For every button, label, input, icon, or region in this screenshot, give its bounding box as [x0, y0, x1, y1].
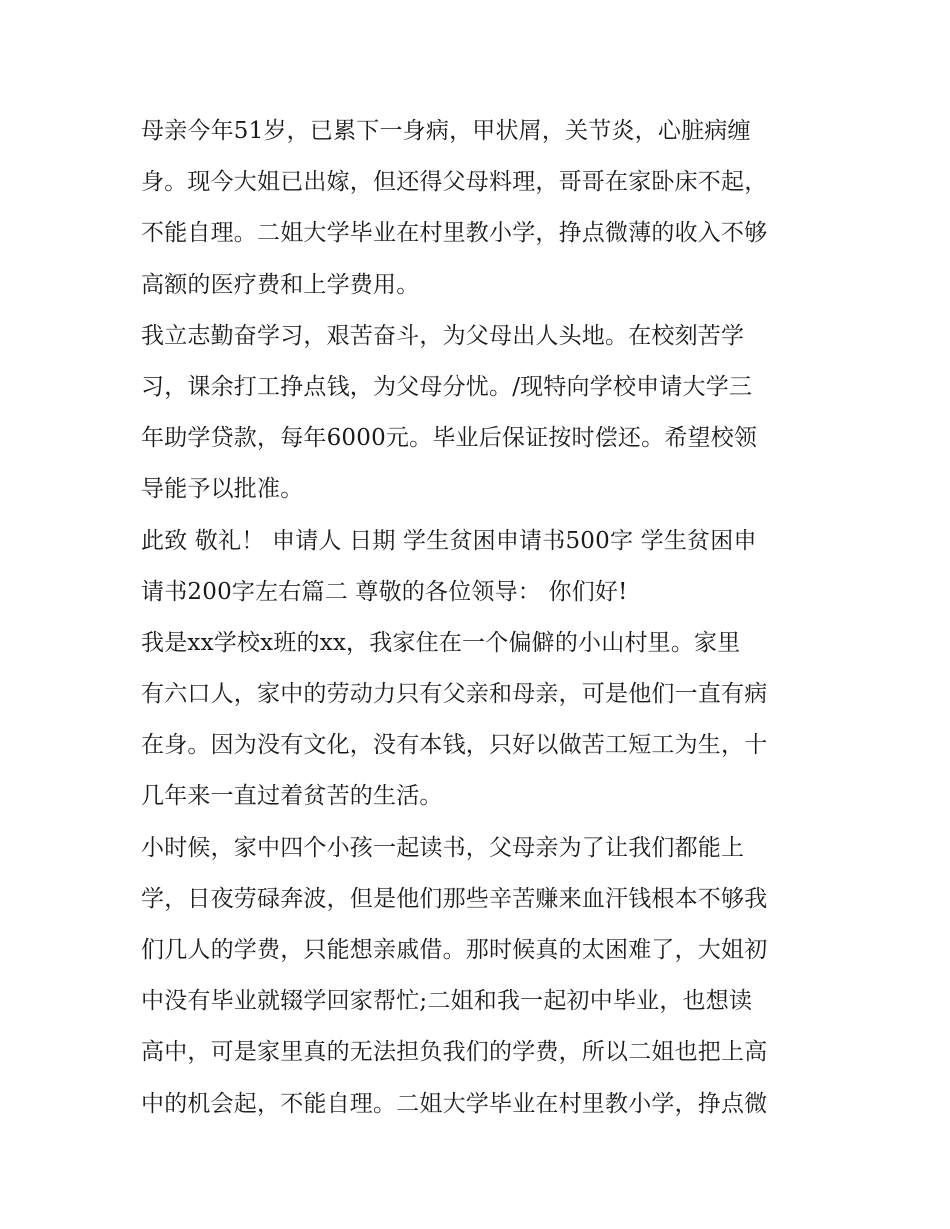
text-line: 年助学贷款，每年6000元。毕业后保证按时偿还。希望校领 — [141, 425, 758, 452]
text-line: 小时候，家中四个小孩一起读书，父母亲为了让我们都能上 — [141, 834, 745, 861]
text-line: 习，课余打工挣点钱，为父母分忧。/现特向学校申请大学三 — [141, 373, 753, 400]
text-line: 身。现今大姐已出嫁，但还得父母料理，哥哥在家卧床不起， — [141, 169, 768, 196]
text-line: 在身。因为没有文化，没有本钱，只好以做苦工短工为生，十 — [141, 732, 768, 759]
text-line: 导能予以批准。 — [141, 476, 304, 503]
text-line: 母亲今年51岁，已累下一身病，甲状屑，关节炎，心脏病缠 — [141, 118, 751, 144]
text-line: 不能自理。二姐大学毕业在村里教小学，挣点微薄的收入不够 — [141, 220, 768, 247]
text-line: 们几人的学费，只能想亲戚借。那时候真的太困难了，大姐初 — [141, 937, 768, 963]
text-line: 请书200字左右篇二 尊敬的各位领导： 你们好! — [141, 578, 628, 605]
text-line: 高中，可是家里真的无法担负我们的学费，所以二姐也把上高 — [141, 1039, 768, 1066]
text-line: 此致 敬礼！ 申请人 日期 学生贫困申请书500字 学生贫困申 — [141, 527, 757, 554]
text-line: 我是xx学校x班的xx，我家住在一个偏僻的小山村里。家里 — [141, 629, 741, 656]
text-line: 有六口人，家中的劳动力只有父亲和母亲，可是他们一直有病 — [141, 681, 768, 708]
document-body — [141, 106, 821, 1130]
text-line: 几年来一直过着贫苦的生活。 — [141, 783, 443, 810]
text-line: 中的机会起，不能自理。二姐大学毕业在村里教小学，挣点微 — [141, 1090, 768, 1117]
text-line: 中没有毕业就辍学回家帮忙;二姐和我一起初中毕业，也想读 — [141, 988, 753, 1015]
text-line: 高额的医疗费和上学费用。 — [141, 271, 420, 298]
text-line: 学，日夜劳碌奔波，但是他们那些辛苦赚来血汗钱根本不够我 — [141, 885, 768, 912]
text-line: 我立志勤奋学习，艰苦奋斗，为父母出人头地。在校刻苦学 — [141, 322, 745, 349]
